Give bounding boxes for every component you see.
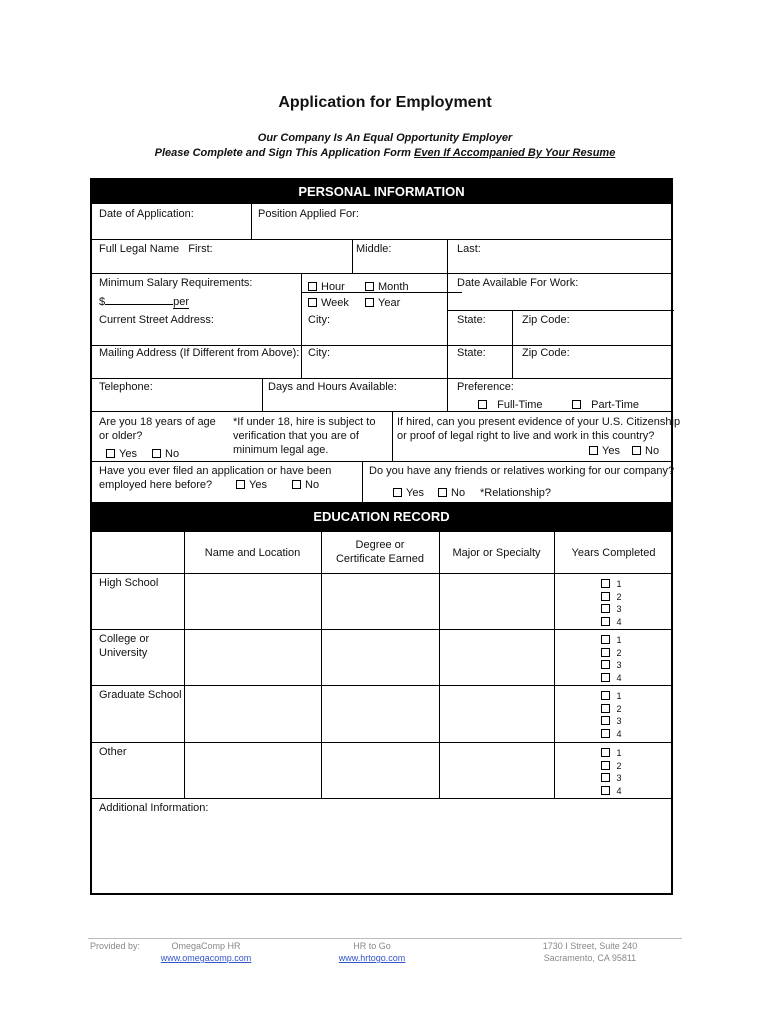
filed-yes-checkbox[interactable] [236, 480, 245, 489]
year-option[interactable]: Year [365, 296, 400, 310]
citizen-no-checkbox[interactable] [632, 446, 641, 455]
current-address-label: Current Street Address: [99, 314, 214, 326]
age-no-option[interactable]: No [152, 447, 179, 461]
footer-divider [88, 938, 682, 939]
row-graduate-label: Graduate School [99, 689, 182, 701]
year-2-checkbox[interactable] [601, 592, 610, 601]
years-completed-high-school[interactable]: 1 2 3 4 [601, 578, 622, 628]
year-2-checkbox[interactable] [601, 704, 610, 713]
citizenship-question: If hired, can you present evidence of your U.S. Citizenship or proof of legal right to live and work in this country? [397, 416, 681, 442]
full-time-option[interactable]: Full-Time [478, 398, 543, 412]
footer-hrtogo: HR to Go www.hrtogo.com [338, 941, 406, 963]
row-other-label: Other [99, 746, 127, 758]
filed-no-option[interactable]: No [292, 478, 319, 492]
week-checkbox[interactable] [308, 298, 317, 307]
friends-no-checkbox[interactable] [438, 488, 447, 497]
age-yes-option[interactable]: Yes [106, 447, 137, 461]
friends-yes-option[interactable]: Yes [393, 486, 424, 500]
age-question: Are you 18 years of age or older? [99, 416, 216, 442]
year-1-checkbox[interactable] [601, 635, 610, 644]
mailing-city-label: City: [308, 347, 330, 359]
year-3-checkbox[interactable] [601, 660, 610, 669]
citizen-yes-checkbox[interactable] [589, 446, 598, 455]
full-time-checkbox[interactable] [478, 400, 487, 409]
citizen-yes-option[interactable]: Yes [589, 444, 620, 458]
year-3-checkbox[interactable] [601, 716, 610, 725]
min-salary-label: Minimum Salary Requirements: [99, 277, 253, 289]
part-time-checkbox[interactable] [572, 400, 581, 409]
current-city-label: City: [308, 314, 330, 326]
relationship-label: *Relationship? [480, 487, 551, 499]
mailing-state-label: State: [457, 347, 486, 359]
row-college-label: College or University [99, 633, 150, 659]
citizen-no-option[interactable]: No [632, 444, 659, 458]
telephone-label: Telephone: [99, 381, 153, 393]
filed-before-question: Have you ever filed an application or have been employed here before? [99, 465, 332, 491]
last-name-label: Last: [457, 243, 481, 255]
mailing-address-label: Mailing Address (If Different from Above): [99, 347, 300, 359]
friends-yes-checkbox[interactable] [393, 488, 402, 497]
hour-checkbox[interactable] [308, 282, 317, 291]
personal-section-header: PERSONAL INFORMATION [92, 180, 671, 204]
hrtogo-link[interactable]: www.hrtogo.com [338, 953, 406, 963]
under-18-note: *If under 18, hire is subject to verification that you are of minimum legal age. [233, 416, 376, 456]
current-state-label: State: [457, 314, 486, 326]
year-4-checkbox[interactable] [601, 617, 610, 626]
salary-amount-field[interactable]: $ per [99, 296, 190, 308]
footer-address: 1730 I Street, Suite 240 Sacramento, CA 95811 [542, 941, 638, 963]
week-option[interactable]: Week [308, 296, 349, 310]
month-option[interactable]: Month [365, 280, 409, 294]
year-3-checkbox[interactable] [601, 773, 610, 782]
subtitle-underlined: Even If Accompanied By Your Resume [414, 147, 616, 159]
year-1-checkbox[interactable] [601, 748, 610, 757]
year-4-checkbox[interactable] [601, 786, 610, 795]
year-3-checkbox[interactable] [601, 604, 610, 613]
years-completed-graduate[interactable]: 1 2 3 4 [601, 690, 622, 740]
page-title: Application for Employment [278, 94, 492, 111]
preference-label: Preference: [457, 381, 514, 393]
mailing-zip-label: Zip Code: [522, 347, 570, 359]
year-checkbox[interactable] [365, 298, 374, 307]
subtitle-instructions: Please Complete and Sign This Application Form Even If Accompanied By Your Resume [154, 147, 616, 159]
year-2-checkbox[interactable] [601, 761, 610, 770]
col-name-location: Name and Location [204, 547, 301, 559]
row-high-school-label: High School [99, 577, 159, 589]
year-1-checkbox[interactable] [601, 579, 610, 588]
years-completed-college[interactable]: 1 2 3 4 [601, 634, 622, 684]
full-legal-name-label: Full Legal Name First: [99, 243, 213, 255]
filed-no-checkbox[interactable] [292, 480, 301, 489]
part-time-option[interactable]: Part-Time [572, 398, 639, 412]
year-2-checkbox[interactable] [601, 648, 610, 657]
friends-no-option[interactable]: No [438, 486, 465, 500]
days-hours-label: Days and Hours Available: [268, 381, 397, 393]
education-section-header: EDUCATION RECORD [92, 502, 671, 532]
footer-omegacomp: OmegaComp HR www.omegacomp.com [160, 941, 252, 963]
year-4-checkbox[interactable] [601, 673, 610, 682]
omegacomp-link[interactable]: www.omegacomp.com [160, 953, 252, 963]
col-years: Years Completed [571, 547, 656, 559]
application-form [90, 178, 681, 895]
middle-name-label: Middle: [356, 243, 392, 255]
footer-provided-by: Provided by: [90, 941, 141, 951]
col-degree: Degree or Certificate Earned [335, 539, 425, 565]
year-4-checkbox[interactable] [601, 729, 610, 738]
date-of-application-label: Date of Application: [99, 208, 194, 220]
filed-yes-option[interactable]: Yes [236, 478, 267, 492]
years-completed-other[interactable]: 1 2 3 4 [601, 747, 622, 797]
hour-option[interactable]: Hour [308, 280, 345, 294]
position-applied-label: Position Applied For: [258, 208, 359, 220]
current-zip-label: Zip Code: [522, 314, 570, 326]
additional-info-label: Additional Information: [99, 802, 209, 814]
date-available-label: Date Available For Work: [457, 277, 579, 289]
age-yes-checkbox[interactable] [106, 449, 115, 458]
age-no-checkbox[interactable] [152, 449, 161, 458]
year-1-checkbox[interactable] [601, 691, 610, 700]
subtitle-eoe: Our Company Is An Equal Opportunity Employer [257, 132, 513, 144]
month-checkbox[interactable] [365, 282, 374, 291]
col-major: Major or Specialty [452, 547, 541, 559]
friends-question: Do you have any friends or relatives working for our company? [369, 465, 675, 477]
